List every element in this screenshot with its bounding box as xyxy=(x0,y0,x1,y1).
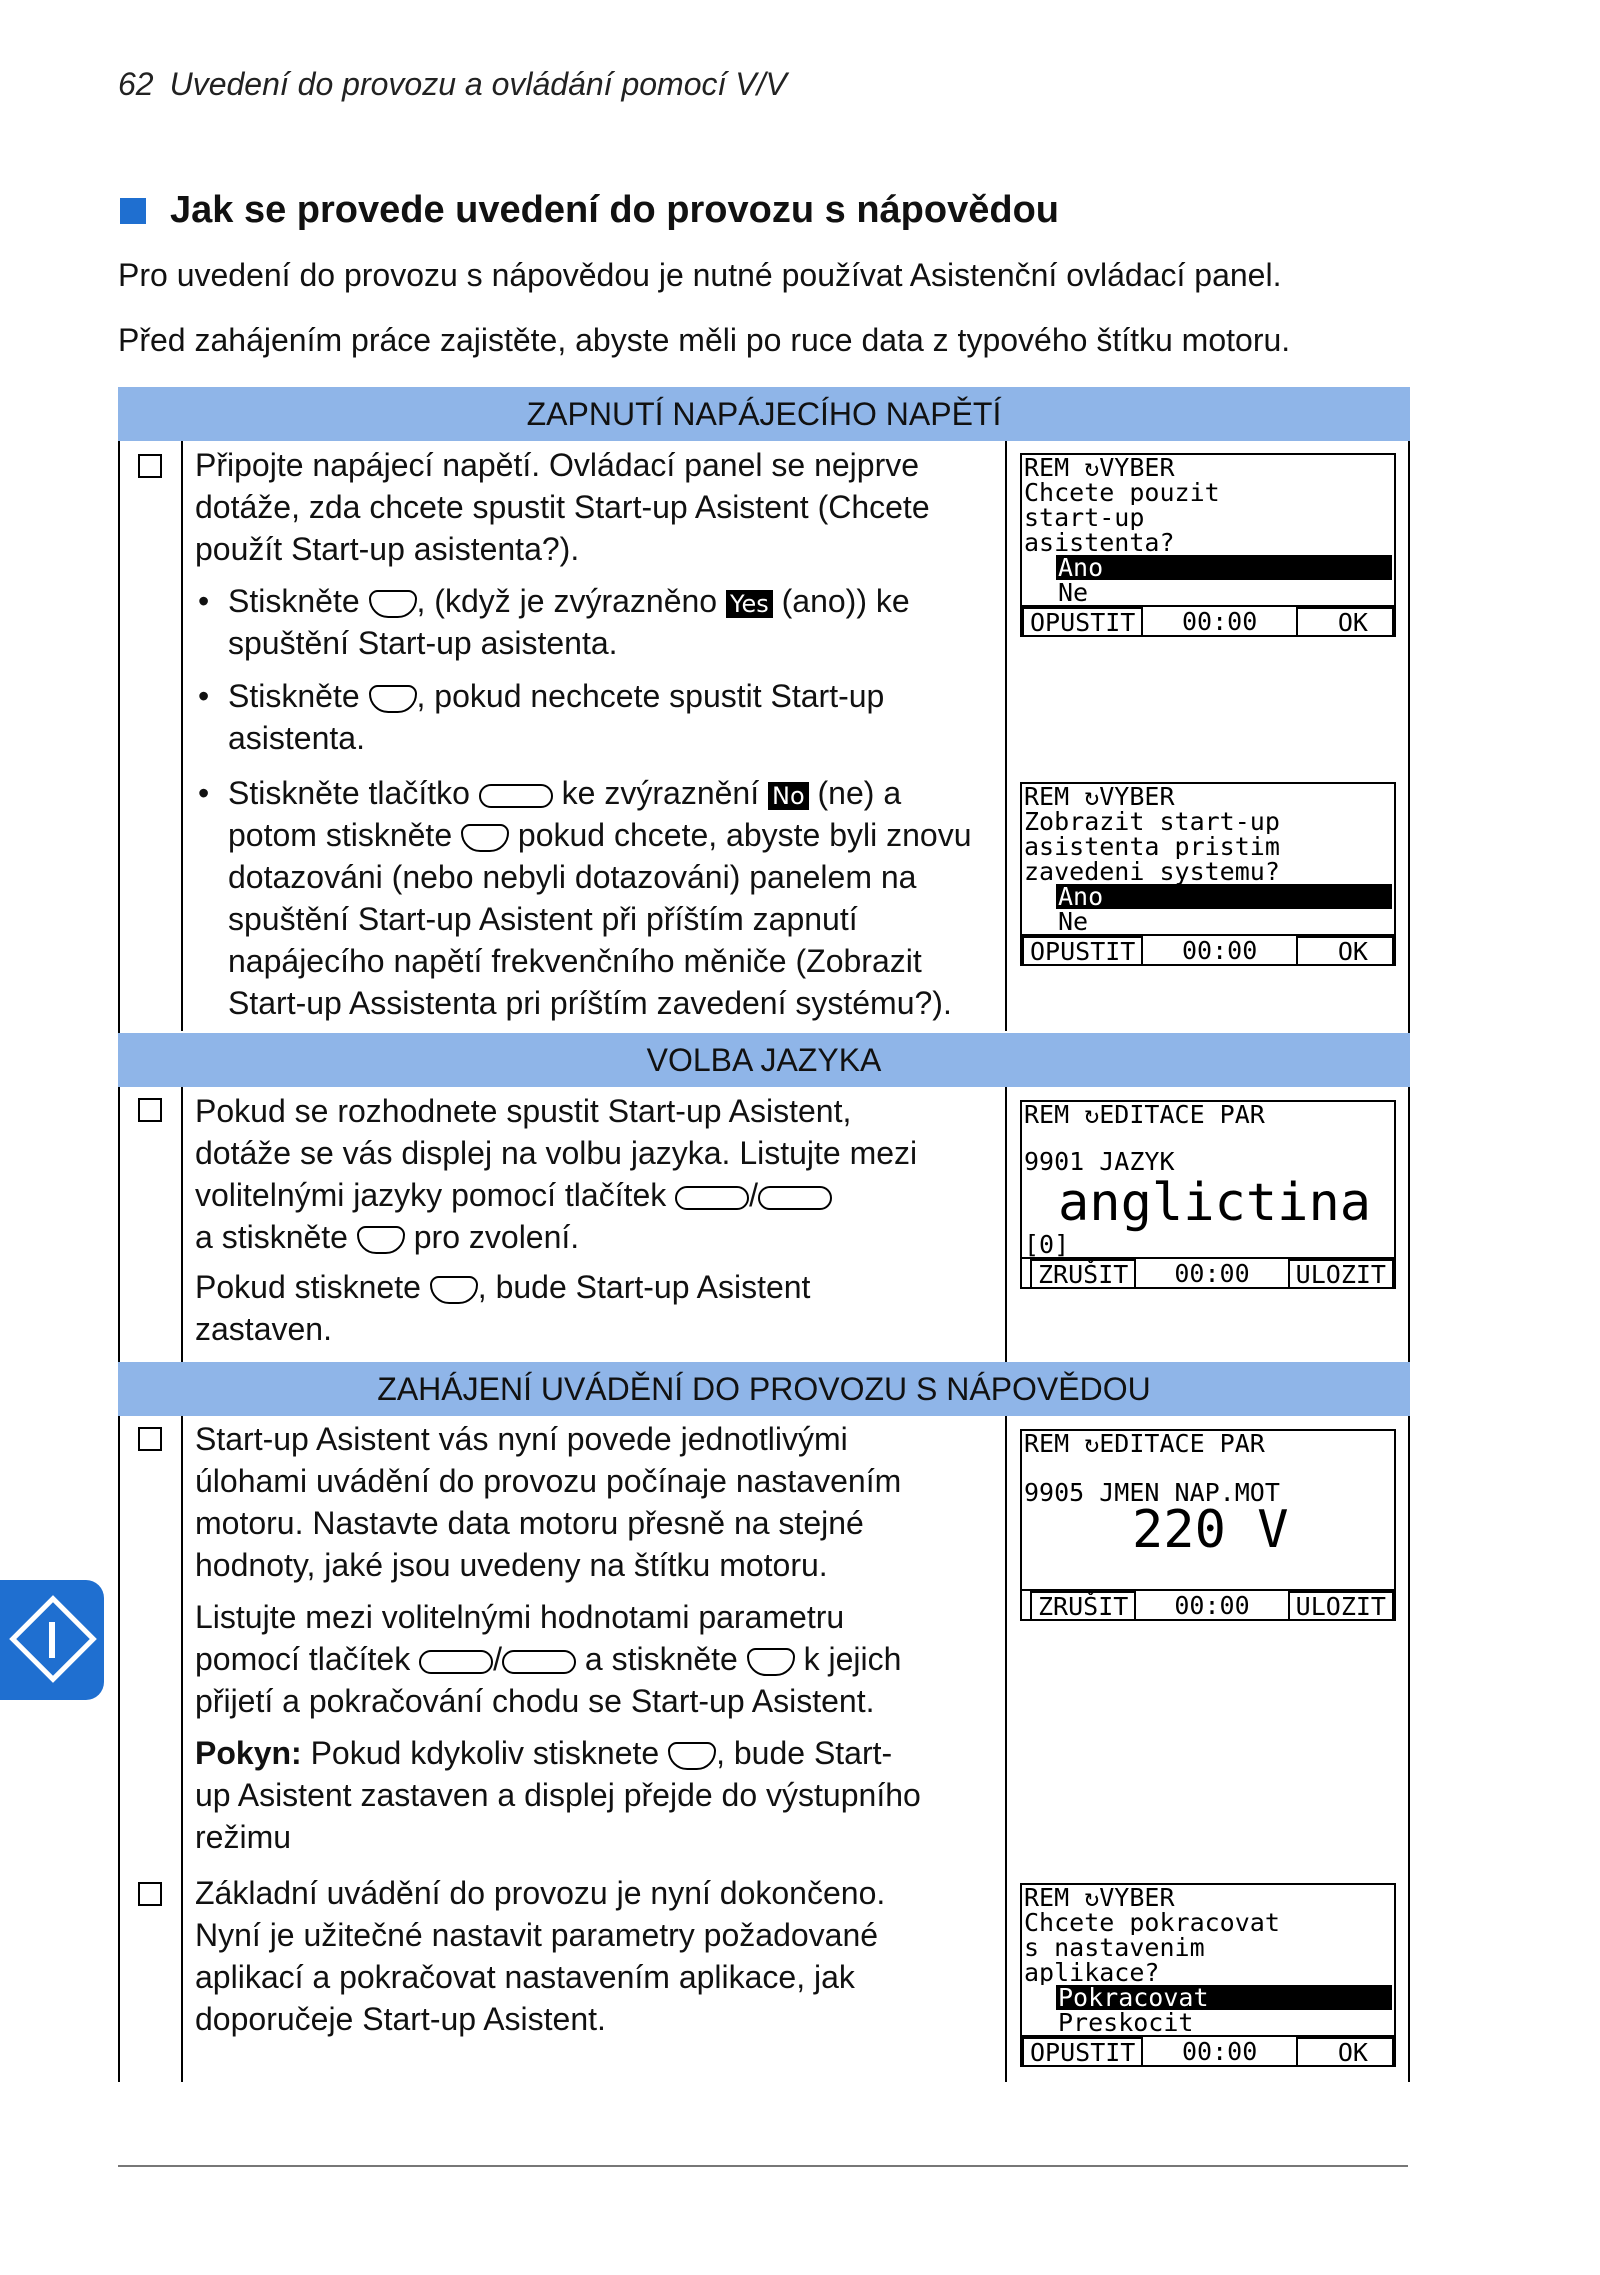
display-softkeys xyxy=(1022,934,1394,964)
step-text: Start-up Asistent vás nyní povede jednotlivými úlohami uvádění do provozu počínaje nastavením motoru. Nastavte data motoru přesně na stejné hodnoty, jaké jsou uvedeny na štítku motoru. Listujte mezi volitelnými hodnotami parametru pomocí tlačítek / a stiskněte k jejich přijetí a pokračování chodu se Start-up Asistent. Pokyn: Pokud kdykoliv stisknete , bude Start- up Asistent zastaven a displej přejde do výstupního režimu xyxy=(195,1418,995,1858)
footer-rule xyxy=(118,2165,1408,2167)
step-checkbox[interactable] xyxy=(138,454,162,478)
exit-key-icon xyxy=(668,1742,716,1770)
softkey-left: OPUSTIT xyxy=(1022,936,1143,964)
text-line: Start-up Assistenta pri príštím zavedení systému?). xyxy=(228,985,952,1021)
text-line: Start-up Asistent vás nyní povede jednotlivými xyxy=(195,1421,848,1457)
band-startup: ZAHÁJENÍ UVÁDĚNÍ DO PROVOZU S NÁPOVĚDOU xyxy=(118,1362,1410,1416)
down-arrow-key-icon xyxy=(502,1650,576,1674)
text-line: pro zvolení. xyxy=(413,1219,580,1255)
text-line: doporučeje Start-up Asistent. xyxy=(195,2001,606,2037)
text-line: Pokud se rozhodnete spustit Start-up Asistent, xyxy=(195,1093,852,1129)
text-line: zastaven. xyxy=(195,1311,332,1347)
display-clock: 00:00 xyxy=(1181,606,1258,636)
panel-display-continue-app xyxy=(1020,1883,1396,2067)
ok-key-icon xyxy=(369,590,417,618)
display-selected-option: Ano xyxy=(1056,884,1392,909)
text-line: motoru. Nastavte data motoru přesně na stejné xyxy=(195,1505,864,1541)
text-line: dotazováni (nebo nebyli dotazováni) panelem na xyxy=(228,859,917,895)
table-divider xyxy=(1005,1415,1007,2082)
section-heading xyxy=(120,189,1059,232)
text-line: ke zvýraznění xyxy=(561,775,760,811)
exit-key-icon xyxy=(430,1276,478,1304)
up-arrow-key-icon xyxy=(675,1186,749,1210)
band-power-on: ZAPNUTÍ NAPÁJECÍHO NAPĚTÍ xyxy=(118,387,1410,441)
text-line: pokud chcete, abyste byli znovu xyxy=(517,817,972,853)
text-line: napájecího napětí frekvenčního měniče (Zobrazit xyxy=(228,943,922,979)
softkey-right: OK xyxy=(1296,2037,1394,2065)
save-key-icon xyxy=(747,1648,795,1676)
running-header xyxy=(118,66,787,103)
text-line: , bude Start- xyxy=(716,1735,893,1771)
text-line: hodnoty, jaké jsou uvedeny na štítku motoru. xyxy=(195,1547,828,1583)
text-line: aplikací a pokračovat nastavením aplikace, jak xyxy=(195,1959,855,1995)
text-line: Stiskněte tlačítko xyxy=(228,775,470,811)
table-divider xyxy=(181,441,183,1031)
display-line: s nastavenim xyxy=(1024,1935,1205,1960)
chapter-tab xyxy=(0,1580,104,1700)
display-clock: 00:00 xyxy=(1181,935,1258,965)
text-line: pomocí tlačítek xyxy=(195,1641,411,1677)
note-label: Pokyn: xyxy=(195,1735,302,1771)
table-border-left xyxy=(118,387,120,2082)
section-title: Jak se provede uvedení do provozu s nápovědou xyxy=(170,189,1059,231)
text-line: Připojte napájecí napětí. Ovládací panel se nejprve xyxy=(195,447,920,483)
display-header: REM ↻VYBER xyxy=(1024,784,1175,809)
display-index: [0] xyxy=(1024,1232,1070,1257)
band-language: VOLBA JAZYKA xyxy=(118,1033,1410,1087)
text-line: potom stiskněte xyxy=(228,817,453,853)
exit-key-icon xyxy=(369,685,417,713)
text-line: Nyní je užitečné nastavit parametry požadované xyxy=(195,1917,879,1953)
display-line: Zobrazit start-up xyxy=(1024,809,1280,834)
text-line: dotáže, zda chcete spustit Start-up Asistent (Chcete xyxy=(195,489,930,525)
panel-display-motor-voltage xyxy=(1020,1429,1396,1621)
bullet-item: • Stiskněte , pokud nechcete spustit Start-up asistenta. xyxy=(228,675,1008,759)
panel-display-language xyxy=(1020,1100,1396,1289)
softkey-left: ZRUŠIT xyxy=(1030,1259,1136,1287)
text-line: Pokud stisknete xyxy=(195,1269,421,1305)
text-line: asistenta. xyxy=(228,720,365,756)
display-option: Preskocit xyxy=(1058,2010,1194,2035)
step-checkbox[interactable] xyxy=(138,1098,162,1122)
display-line: asistenta? xyxy=(1024,530,1175,555)
table-divider xyxy=(1005,1087,1007,1362)
text-line: spuštění Start-up asistenta. xyxy=(228,625,618,661)
display-clock: 00:00 xyxy=(1174,1258,1250,1288)
yes-tag: Yes xyxy=(726,590,773,618)
text-line: a stiskněte xyxy=(195,1219,348,1255)
text-line: Stiskněte xyxy=(228,678,360,714)
text-line: přijetí a pokračování chodu se Start-up Asistent. xyxy=(195,1683,875,1719)
text-line: úlohami uvádění do provozu počínaje nastavením xyxy=(195,1463,902,1499)
softkey-left: OPUSTIT xyxy=(1022,607,1143,635)
softkey-right: OK xyxy=(1296,936,1394,964)
display-selected-option: Pokracovat xyxy=(1056,1985,1392,2010)
up-arrow-key-icon xyxy=(419,1650,493,1674)
softkey-right: ULOZIT xyxy=(1288,1259,1394,1287)
no-tag: No xyxy=(768,782,809,810)
text-line: Listujte mezi volitelnými hodnotami parametru xyxy=(195,1599,845,1635)
panel-display-show-next-time xyxy=(1020,782,1396,966)
display-option: Ne xyxy=(1058,580,1089,605)
display-line: Chcete pouzit xyxy=(1024,480,1220,505)
text-line: použít Start-up asistenta?). xyxy=(195,531,580,567)
text-line: a stiskněte xyxy=(584,1641,738,1677)
display-line: Chcete pokracovat xyxy=(1024,1910,1280,1935)
text-line: (ano)) ke xyxy=(781,583,910,619)
text-line: up Asistent zastaven a displej přejde do výstupního xyxy=(195,1777,921,1813)
display-softkeys xyxy=(1022,1589,1394,1619)
info-bar-icon xyxy=(49,1622,55,1658)
softkey-left: OPUSTIT xyxy=(1022,2037,1143,2065)
text-line: dotáže se vás displej na volbu jazyka. Listujte mezi xyxy=(195,1135,918,1171)
text-line: Stiskněte xyxy=(228,583,360,619)
table-divider xyxy=(181,1415,183,2082)
text-line: , (když je zvýrazněno xyxy=(416,583,718,619)
text-line: (ne) a xyxy=(817,775,902,811)
display-softkeys xyxy=(1022,605,1394,635)
panel-display-startup-prompt xyxy=(1020,453,1396,637)
display-clock: 00:00 xyxy=(1174,1590,1250,1620)
display-line: aplikace? xyxy=(1024,1960,1160,1985)
softkey-right: ULOZIT xyxy=(1288,1591,1394,1619)
display-header: REM ↻EDITACE PAR xyxy=(1024,1431,1265,1456)
display-value: anglictina xyxy=(1058,1173,1372,1233)
display-parameter: 9905 JMEN NAP.MOT xyxy=(1024,1480,1280,1505)
display-header: REM ↻EDITACE PAR xyxy=(1024,1102,1265,1127)
table-divider xyxy=(181,1087,183,1362)
display-value: 220 V xyxy=(1132,1500,1289,1560)
step-checkbox[interactable] xyxy=(138,1427,162,1451)
step-text xyxy=(195,1872,995,2040)
display-line: asistenta pristim xyxy=(1024,834,1280,859)
text-line: volitelnými jazyky pomocí tlačítek xyxy=(195,1177,667,1213)
down-arrow-key-icon xyxy=(758,1186,832,1210)
display-softkeys xyxy=(1022,2035,1394,2065)
step-text: Pokud se rozhodnete spustit Start-up Asistent, dotáže se vás displej na volbu jazyka. Listujte mezi volitelnými jazyky pomocí tlačítek / a stiskněte pro zvolení. Pokud stisknete , bude Start-up Asistent zastaven. xyxy=(195,1090,995,1350)
display-header: REM ↻VYBER xyxy=(1024,1885,1175,1910)
intro-paragraph-2: Před zahájením práce zajistěte, abyste měli po ruce data z typového štítku motoru. xyxy=(118,322,1291,358)
text-line: , pokud nechcete spustit Start-up xyxy=(416,678,885,714)
display-line: zavedeni systemu? xyxy=(1024,859,1280,884)
display-line: start-up xyxy=(1024,505,1145,530)
softkey-left: ZRUŠIT xyxy=(1030,1591,1136,1619)
text-line: spuštění Start-up Asistent při příštím zapnutí xyxy=(228,901,858,937)
intro-paragraph-1: Pro uvedení do provozu s nápovědou je nutné používat Asistenční ovládací panel. xyxy=(118,257,1282,293)
save-key-icon xyxy=(357,1226,405,1254)
text-line: , bude Start-up Asistent xyxy=(477,1269,811,1305)
table-border-right xyxy=(1408,387,1410,2082)
display-clock: 00:00 xyxy=(1181,2036,1258,2066)
chapter-title: Uvedení do provozu a ovládání pomocí V/V xyxy=(169,66,787,102)
display-header: REM ↻VYBER xyxy=(1024,455,1175,480)
step-checkbox[interactable] xyxy=(138,1882,162,1906)
text-line: k jejich xyxy=(803,1641,902,1677)
softkey-right: OK xyxy=(1296,607,1394,635)
text-line: režimu xyxy=(195,1819,292,1855)
text-line: Pokud kdykoliv stisknete xyxy=(310,1735,660,1771)
display-softkeys xyxy=(1022,1257,1394,1287)
display-selected-option: Ano xyxy=(1056,555,1392,580)
heading-bullet-icon xyxy=(120,198,146,224)
display-parameter: 9901 JAZYK xyxy=(1024,1149,1175,1174)
bullet-item: • Stiskněte , (když je zvýrazněno Yes (ano)) ke spuštění Start-up asistenta. xyxy=(228,580,1008,664)
display-option: Ne xyxy=(1058,909,1089,934)
page-number: 62 xyxy=(118,66,154,102)
down-arrow-key-icon xyxy=(479,784,553,808)
step-text xyxy=(195,444,995,570)
text-line: Základní uvádění do provozu je nyní dokončeno. xyxy=(195,1875,886,1911)
bullet-item: • Stiskněte tlačítko ke zvýraznění No (ne) a potom stiskněte pokud chcete, abyste byli znovu dotazováni (nebo nebyli dotazováni) panelem na spuštění Start-up Asistent při příštím zapnutí napájecího napětí frekvenčního měniče (Zobrazit Start-up Assistenta pri príštím zavedení systému?). xyxy=(228,772,1008,1024)
ok-key-icon xyxy=(461,824,509,852)
